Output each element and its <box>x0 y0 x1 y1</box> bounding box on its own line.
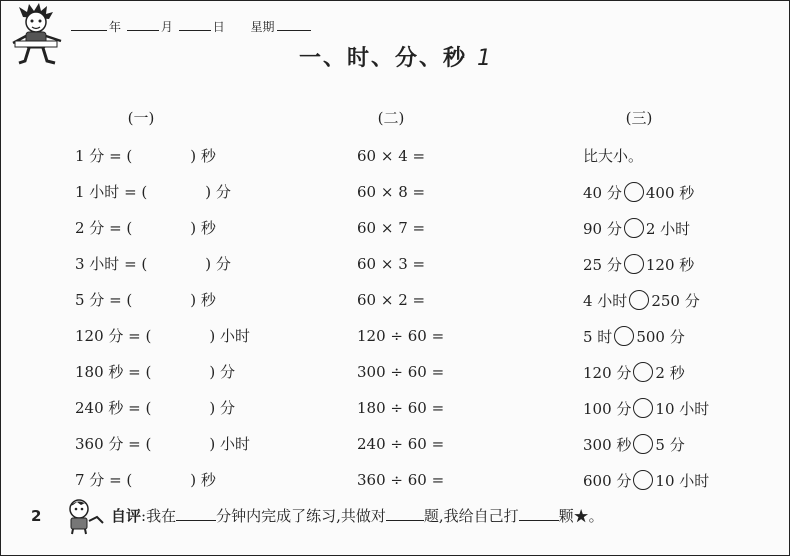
arithmetic-item <box>357 434 444 454</box>
item-suffix: ) 分 <box>209 363 235 381</box>
compare-circle <box>633 434 653 454</box>
item-suffix: ) 秒 <box>190 147 216 165</box>
compare-right: 2 秒 <box>655 364 685 382</box>
compare-left: 120 分 <box>583 364 632 382</box>
correct-count-blank <box>386 507 424 521</box>
compare-left: 40 分 <box>583 184 622 202</box>
compare-left: 25 分 <box>583 256 622 274</box>
compare-left: 300 秒 <box>583 436 632 454</box>
compare-circle <box>614 326 634 346</box>
item-prefix: 2 分 = ( <box>75 219 133 237</box>
page-title <box>1 41 790 72</box>
expression: 60 × 8 = <box>357 183 426 201</box>
arithmetic-item <box>357 254 425 274</box>
column-heading-2: (二) <box>377 109 405 127</box>
expression: 60 × 4 = <box>357 147 426 165</box>
conversion-item <box>75 254 231 274</box>
arithmetic-item <box>357 218 425 238</box>
comparison-item <box>583 254 694 275</box>
expression: 60 × 3 = <box>357 255 426 273</box>
compare-right: 5 分 <box>655 436 685 454</box>
comparison-item <box>583 398 709 419</box>
comparison-item <box>583 326 685 347</box>
expression: 60 × 2 = <box>357 291 426 309</box>
day-label: 日 <box>212 20 225 34</box>
item-prefix: 3 小时 = ( <box>75 255 148 273</box>
self-eval-label: 自评 <box>111 507 142 525</box>
compare-circle <box>629 290 649 310</box>
item-prefix: 120 分 = ( <box>75 327 152 345</box>
compare-circle <box>624 254 644 274</box>
compare-left: 90 分 <box>583 220 622 238</box>
arithmetic-item <box>357 470 444 490</box>
compare-left: 5 时 <box>583 328 613 346</box>
item-prefix: 180 秒 = ( <box>75 363 152 381</box>
compare-circle <box>633 362 653 382</box>
conversion-item <box>75 182 231 202</box>
conversion-item <box>75 398 235 418</box>
compare-right: 10 小时 <box>655 472 710 490</box>
item-prefix: 7 分 = ( <box>75 471 133 489</box>
title-text: 一、时、分、秒 <box>298 46 467 71</box>
comparison-item <box>583 182 694 203</box>
comparison-item <box>583 290 700 311</box>
arithmetic-item <box>357 398 444 418</box>
compare-right: 250 分 <box>651 292 700 310</box>
comparison-item <box>583 218 690 239</box>
title-number: 1 <box>477 46 493 71</box>
compare-circle <box>633 470 653 490</box>
conversion-item <box>75 218 216 238</box>
comparison-item <box>583 362 685 383</box>
comparison-item <box>583 434 685 455</box>
arithmetic-item <box>357 290 425 310</box>
self-evaluation-text: 自评:我在 分钟内完成了练习,共做对 题,我给自己打 颗★。 <box>111 507 604 525</box>
arithmetic-item <box>357 362 444 382</box>
item-suffix: ) 秒 <box>190 471 216 489</box>
item-suffix: ) 分 <box>209 399 235 417</box>
compare-circle <box>633 398 653 418</box>
compare-left: 100 分 <box>583 400 632 418</box>
item-suffix: ) 小时 <box>209 435 250 453</box>
date-line <box>71 17 313 35</box>
minutes-blank <box>176 507 216 521</box>
column-heading-1: (一) <box>127 109 155 127</box>
item-suffix: ) 小时 <box>209 327 250 345</box>
expression: 180 ÷ 60 = <box>357 399 445 417</box>
conversion-item <box>75 470 216 490</box>
expression: 240 ÷ 60 = <box>357 435 445 453</box>
compare-circle <box>624 218 644 238</box>
compare-right: 2 小时 <box>645 220 691 238</box>
self-evaluation-footer <box>1 497 790 537</box>
conversion-item <box>75 290 216 310</box>
weekday-blank <box>277 17 311 31</box>
compare-circle <box>624 182 644 202</box>
stars-blank <box>519 507 559 521</box>
arithmetic-item <box>357 326 444 346</box>
item-prefix: 1 小时 = ( <box>75 183 148 201</box>
month-blank <box>127 17 159 31</box>
weekday-label: 星期 <box>250 20 275 34</box>
arithmetic-item <box>357 182 425 202</box>
item-prefix: 1 分 = ( <box>75 147 133 165</box>
item-prefix: 360 分 = ( <box>75 435 152 453</box>
arithmetic-item <box>357 146 425 166</box>
item-prefix: 5 分 = ( <box>75 291 133 309</box>
compare-right: 400 秒 <box>645 184 695 202</box>
compare-right: 500 分 <box>636 328 685 346</box>
compare-right: 120 秒 <box>645 256 695 274</box>
item-suffix: ) 分 <box>205 255 231 273</box>
conversion-item <box>75 146 216 166</box>
comparison-item <box>583 470 709 491</box>
expression: 360 ÷ 60 = <box>357 471 445 489</box>
conversion-item <box>75 434 250 454</box>
conversion-item <box>75 326 250 346</box>
compare-left: 600 分 <box>583 472 632 490</box>
item-suffix: ) 秒 <box>190 219 216 237</box>
compare-instruction: 比大小。 <box>583 147 644 165</box>
expression: 60 × 7 = <box>357 219 426 237</box>
expression: 300 ÷ 60 = <box>357 363 445 381</box>
item-prefix: 240 秒 = ( <box>75 399 152 417</box>
conversion-item <box>75 362 235 382</box>
expression: 120 ÷ 60 = <box>357 327 445 345</box>
item-suffix: ) 分 <box>205 183 231 201</box>
year-label: 年 <box>109 20 122 34</box>
page-number: 2 <box>31 507 42 525</box>
day-blank <box>179 17 211 31</box>
compare-left: 4 小时 <box>583 292 628 310</box>
month-label: 月 <box>160 20 173 34</box>
year-blank <box>71 17 107 31</box>
kid-mascot-icon <box>63 497 109 535</box>
column-heading-3: (三) <box>625 109 653 127</box>
compare-right: 10 小时 <box>655 400 710 418</box>
item-suffix: ) 秒 <box>190 291 216 309</box>
